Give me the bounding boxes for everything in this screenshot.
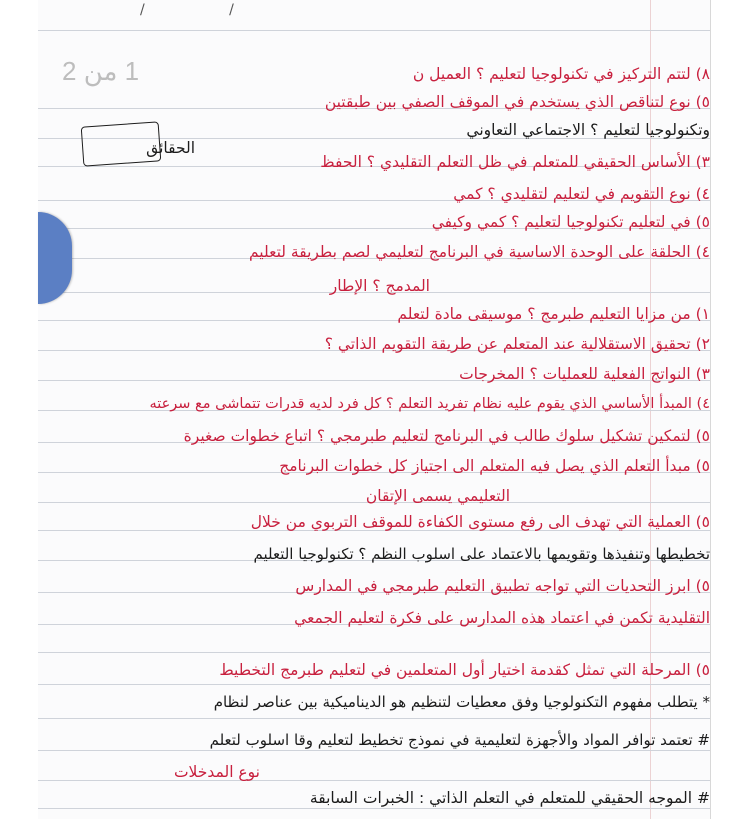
note-line: وتكنولوجيا لتعليم ؟ الاجتماعي التعاوني <box>466 121 710 139</box>
note-line: التعليمي يسمى الإتقان <box>365 487 510 505</box>
note-line: ٥) المرحلة التي تمثل كقدمة اختيار أول المتعلمين في لتعليم طبرمج التخطيط <box>219 661 710 679</box>
note-line: ٤) المبدأ الأساسي الذي يقوم عليه نظام تفريد التعلم ؟ كل فرد لديه قدرات تتماشى مع سرعته <box>149 396 710 412</box>
note-line: نوع المدخلات <box>173 763 260 781</box>
note-line: # الموجه الحقيقي للمتعلم في التعلم الذاتي : الخبرات السابقة <box>309 789 710 807</box>
note-line: ٥) نوع لتناقص الذي يستخدم في الموقف الصفي بين طبقتين <box>324 93 710 111</box>
ruled-line <box>38 750 710 751</box>
note-line: * يتطلب مفهوم التكنولوجيا وفق معطيات لتنظيم هو الديناميكية بين عناصر لنظام <box>213 693 710 711</box>
top-pen-marks: / / <box>140 2 274 18</box>
note-line: ٨) لتتم التركيز في تكنولوجيا لتعليم ؟ العميل ن <box>412 65 710 83</box>
ruled-line <box>38 684 710 685</box>
ruled-line <box>38 652 710 653</box>
note-line: ٣) النواتج الفعلية للعمليات ؟ المخرجات <box>459 365 710 383</box>
note-line: ٥) ابرز التحديات التي تواجه تطبيق التعليم طبرمجي في المدارس <box>295 577 710 595</box>
note-line: ٤) الحلقة على الوحدة الاساسية في البرنامج لتعليمي لصم بطريقة لتعليم <box>248 243 710 261</box>
ruled-line <box>38 718 710 719</box>
note-line: # تعتمد توافر المواد والأجهزة لتعليمية في نموذج تخطيط لتعليم وقا اسلوب لتعلم <box>209 731 710 749</box>
note-line: المدمج ؟ الإطار <box>329 277 430 295</box>
note-line: تخطيطها وتنفيذها وتقويمها بالاعتماد على اسلوب النظم ؟ تكنولوجيا التعليم <box>253 545 710 563</box>
note-line: ٥) في لتعليم تكنولوجيا لتعليم ؟ كمي وكيفي <box>431 213 710 231</box>
note-line: التقليدية تكمن في اعتماد هذه المدارس على فكرة لتعليم الجمعي <box>294 609 710 627</box>
note-line: ٥) مبدأ التعلم الذي يصل فيه المتعلم الى اجتياز كل خطوات البرنامج <box>279 457 710 475</box>
note-line: ١) من مزايا التعليم طبرمج ؟ موسيقى مادة لتعلم <box>397 305 710 323</box>
note-line: الحقائق <box>146 139 195 157</box>
note-line: ٥) العملية التي تهدف الى رفع مستوى الكفاءة للموقف التربوي من خلال <box>250 513 710 531</box>
ruled-line <box>38 780 710 781</box>
ruled-line <box>38 30 710 31</box>
page-counter-text: 1 من 2 <box>62 56 140 86</box>
note-line: ٥) لتمكين تشكيل سلوك طالب في البرنامج لتعليم طبرمجي ؟ اتباع خطوات صغيرة <box>183 427 710 445</box>
ruled-line <box>38 808 710 809</box>
note-line: ٤) نوع التقويم في لتعليم لتقليدي ؟ كمي <box>453 185 710 203</box>
note-line: ٢) تحقيق الاستقلالية عند المتعلم عن طريقة التقويم الذاتي ؟ <box>324 335 710 353</box>
page-counter <box>62 56 139 87</box>
note-line: ٣) الأساس الحقيقي للمتعلم في ظل التعلم التقليدي ؟ الحفظ <box>320 153 710 171</box>
